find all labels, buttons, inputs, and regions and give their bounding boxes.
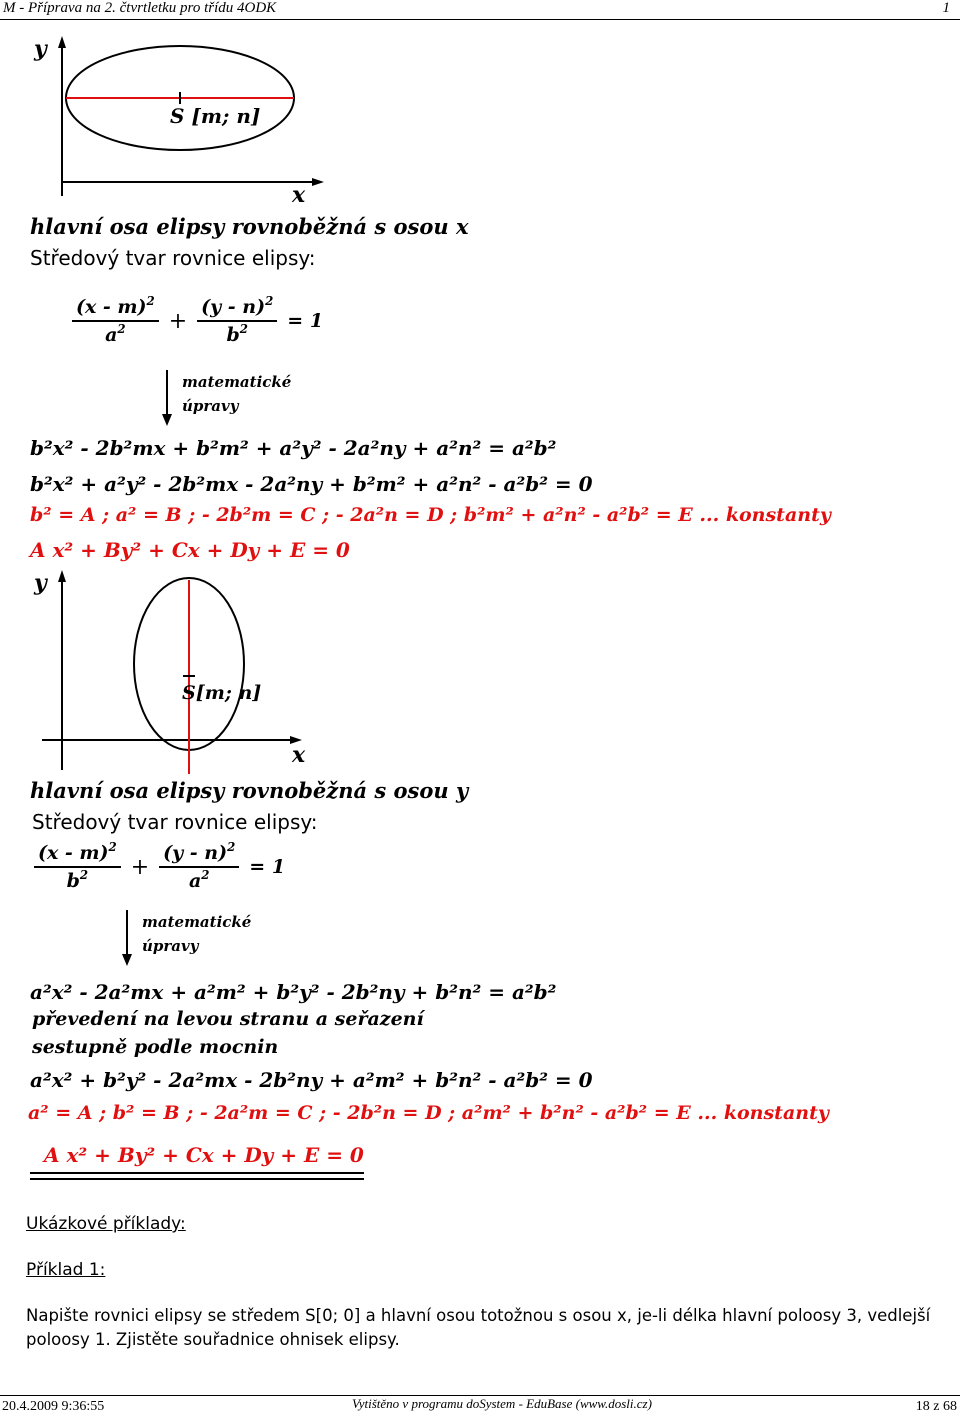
footer-datetime: 20.4.2009 9:36:55: [2, 1399, 105, 1414]
diagram2-y-label: y: [34, 570, 47, 596]
down-arrow-icon: [120, 910, 134, 966]
example1-text: Napište rovnici elipsy se středem S[0; 0] a hlavní osou totožnou s osou x, je-li délka hlavní poloosy 3, vedlejší poloosy 1. Zjistěte souřadnice ohnisek elipsy.: [26, 1306, 931, 1349]
section2-line1: a²x² - 2a²mx + a²m² + b²y² - 2b²ny + b²n² = a²b²: [30, 980, 557, 1004]
diagram2-center-label: S[m; n]: [182, 682, 262, 704]
section1-frac1: $\frac{(x - m)^2}{a^2}$: [72, 296, 159, 346]
footer-page-of: 18 z 68: [915, 1399, 957, 1414]
section2-arrow-note: [120, 910, 251, 966]
footer-printed-by: Vytištěno v programu doSystem - EduBase (www.dosli.cz): [352, 1396, 652, 1411]
section2-note1: převedení na levou stranu a seřazení: [32, 1008, 424, 1030]
section1-frac2-num: (y - n): [201, 296, 266, 318]
section2-frac1: $\frac{(x - m)^2}{b^2}$: [34, 842, 121, 892]
section2-title: hlavní osa elipsy rovnoběžná s osou y: [30, 778, 469, 803]
section1-line4: A x² + By² + Cx + Dy + E = 0: [30, 538, 350, 562]
section1-arrow-note: [160, 370, 291, 426]
ellipse-diagram-vertical: [28, 570, 328, 775]
section1-line2: b²x² + a²y² - 2b²mx - 2a²ny + b²m² + a²n² - a²b² = 0: [30, 472, 593, 496]
diagram1-x-label: x: [292, 182, 306, 208]
header-page-number: 1: [942, 0, 950, 16]
section2-frac2: $\frac{(y - n)^2}{a^2}$: [159, 842, 239, 892]
section2-note2: sestupně podle mocnin: [32, 1036, 279, 1058]
page-header: [0, 0, 960, 20]
section2-subtitle: Středový tvar rovnice elipsy:: [32, 810, 318, 834]
down-arrow-icon: [160, 370, 174, 426]
section2-arrow-note-1: matematické: [142, 913, 252, 931]
diagram1-y-label: y: [34, 36, 47, 62]
section2-line2: a²x² + b²y² - 2a²mx - 2b²ny + a²m² + b²n² - a²b² = 0: [30, 1068, 593, 1092]
section1-subtitle: Středový tvar rovnice elipsy:: [30, 246, 316, 270]
section2-double-underline: [30, 1172, 364, 1180]
section1-eq-rhs: = 1: [287, 310, 324, 332]
section2-central-equation: $\frac{(x - m)^2}{b^2}$ + $\frac{(y - n)^2}{a^2}$ = 1: [34, 842, 285, 892]
header-title: M - Příprava na 2. čtvrtletku pro třídu 4ODK: [3, 0, 277, 16]
section1-frac2: $\frac{(y - n)^2}{b^2}$: [197, 296, 277, 346]
section2-eq-rhs: = 1: [249, 856, 286, 878]
diagram1-center-label: S [m; n]: [170, 104, 261, 128]
section2-line3: a² = A ; b² = B ; - 2a²m = C ; - 2b²n = D ; a²m² + b²n² - a²b² = E ... konstanty: [28, 1102, 829, 1124]
section2-frac1-den: b: [66, 870, 80, 892]
section1-title: hlavní osa elipsy rovnoběžná s osou x: [30, 214, 469, 239]
section2-frac2-num: (y - n): [163, 842, 228, 864]
page-footer: [0, 1395, 960, 1416]
section2-line4: A x² + By² + Cx + Dy + E = 0: [44, 1143, 364, 1167]
diagram2-x-label: x: [292, 742, 306, 768]
section2-arrow-note-2: úpravy: [142, 937, 199, 955]
section2-frac2-den: a: [188, 870, 202, 892]
section1-frac1-den: a: [105, 324, 118, 346]
ellipse-diagram-horizontal: [28, 36, 328, 206]
section1-line1: b²x² - 2b²mx + b²m² + a²y² - 2a²ny + a²n² = a²b²: [30, 436, 557, 460]
section1-frac2-den: b: [226, 324, 240, 346]
ellipse-vertical-figure: [28, 570, 328, 775]
section1-central-equation: $\frac{(x - m)^2}{a^2}$ + $\frac{(y - n)^2}{b^2}$ = 1: [72, 296, 323, 346]
section1-frac1-num: (x - m): [76, 296, 147, 318]
section1-arrow-note-1: matematické: [182, 373, 292, 391]
section1-line3: b² = A ; a² = B ; - 2b²m = C ; - 2a²n = D ; b²m² + a²n² - a²b² = E ... konstanty: [30, 504, 831, 526]
section1-arrow-note-2: úpravy: [182, 397, 239, 415]
section2-frac1-num: (x - m): [38, 842, 109, 864]
examples-heading: Ukázkové příklady:: [26, 1214, 186, 1234]
example1-label: Příklad 1:: [26, 1260, 106, 1280]
